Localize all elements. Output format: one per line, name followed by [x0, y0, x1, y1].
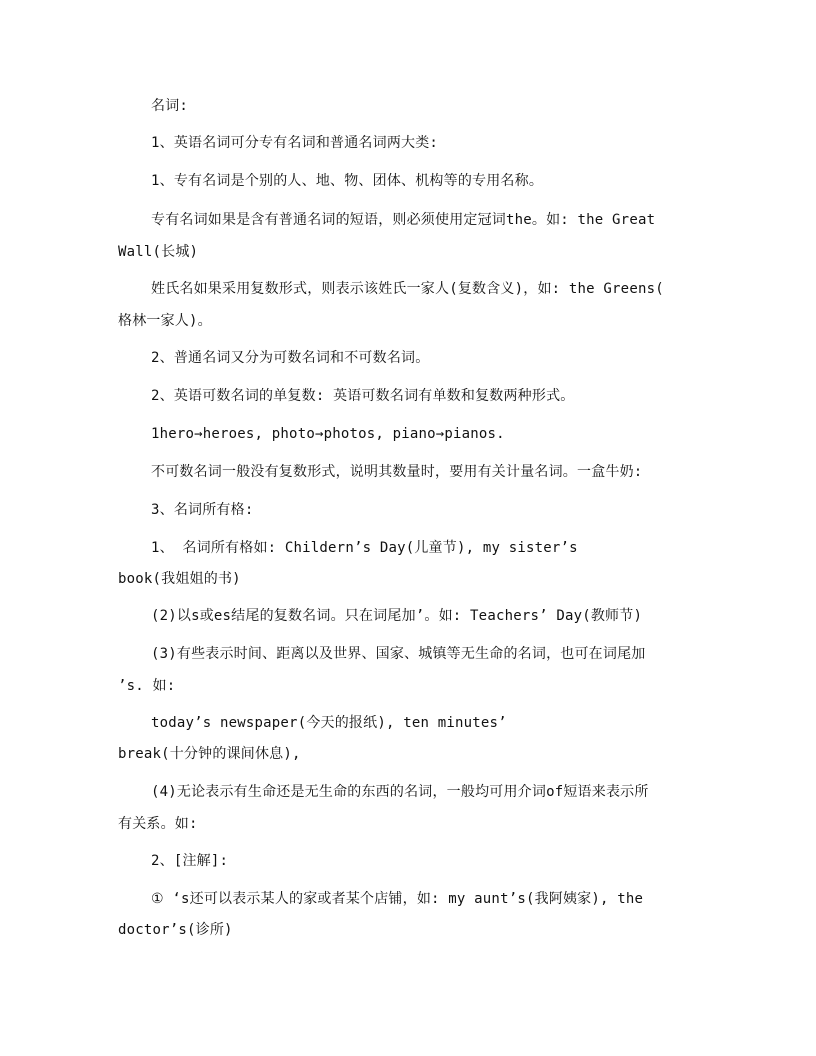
paragraph-line: 2、英语可数名词的单复数: 英语可数名词有单数和复数两种形式。: [151, 388, 575, 404]
paragraph-line: (3)有些表示时间、距离以及世界、国家、城镇等无生命的名词，也可在词尾加: [151, 646, 646, 662]
paragraph-line: 2、普通名词又分为可数名词和不可数名词。: [151, 350, 430, 366]
paragraph-line: (4)无论表示有生命还是无生命的东西的名词，一般均可用介词of短语来表示所: [151, 784, 649, 800]
paragraph-line: 专有名词如果是含有普通名词的短语，则必须使用定冠词the。如: the Great: [151, 212, 656, 228]
paragraph-line: ① ‘s还可以表示某人的家或者某个店铺，如: my aunt’s(我阿姨家), the: [151, 891, 644, 907]
paragraph-line: 有关系。如:: [118, 816, 198, 832]
paragraph-line: doctor’s(诊所): [118, 922, 233, 938]
paragraph-line: 1、 名词所有格如: Childern’s Day(儿童节), my sister’s: [151, 540, 578, 556]
paragraph-line: (2)以s或es结尾的复数名词。只在词尾加’。如: Teachers’ Day(教师节): [151, 608, 643, 624]
paragraph-line: 2、[注解]:: [151, 853, 229, 869]
paragraph-line: ’s. 如:: [118, 678, 176, 694]
paragraph-line: 1、英语名词可分专有名词和普通名词两大类:: [151, 135, 439, 151]
paragraph-line: 不可数名词一般没有复数形式，说明其数量时，要用有关计量名词。一盒牛奶:: [151, 464, 643, 480]
paragraph-line: 1、专有名词是个别的人、地、物、团体、机构等的专用名称。: [151, 173, 544, 189]
paragraph-line: today’s newspaper(今天的报纸), ten minutes’: [151, 715, 507, 731]
paragraph-line: 3、名词所有格:: [151, 502, 254, 518]
paragraph-line: 1hero→heroes, photo→photos, piano→pianos.: [151, 426, 505, 442]
paragraph-line: book(我姐姐的书): [118, 571, 241, 587]
paragraph-line: 姓氏名如果采用复数形式，则表示该姓氏一家人(复数含义)，如: the Greens(: [151, 281, 664, 297]
paragraph-line: break(十分钟的课间休息),: [118, 746, 301, 762]
paragraph-line: Wall(长城): [118, 244, 199, 260]
heading-nouns: 名词:: [151, 98, 189, 114]
paragraph-line: 格林一家人)。: [118, 313, 212, 329]
